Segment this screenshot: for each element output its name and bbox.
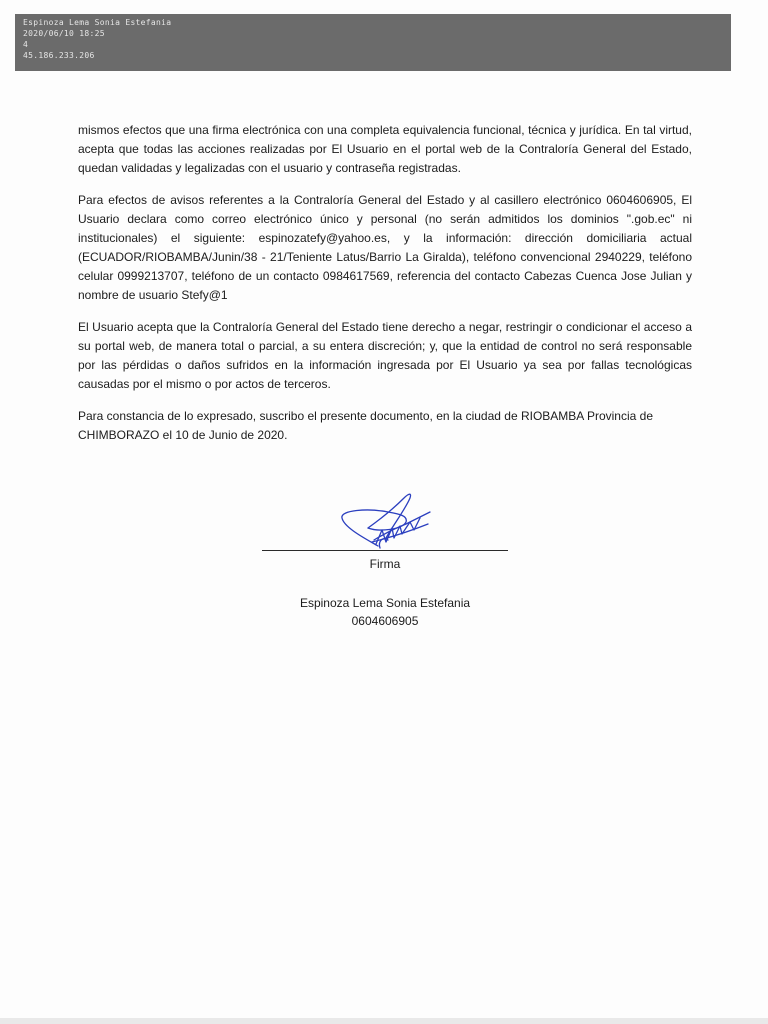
signature-label: Firma (369, 557, 401, 571)
page-bottom-edge (0, 1018, 768, 1024)
handwritten-signature (338, 488, 438, 550)
paragraph-validity: mismos efectos que una firma electrónica con una completa equivalencia funcional, técnica y jurídica. En tal virtud, acepta que todas las acciones realizadas por El Usuario en el portal web de la Contraloría General del Estado, quedan validadas y legalizadas con el usuario y contraseña registradas. (78, 123, 692, 175)
paragraph-notifications: Para efectos de avisos referentes a la Contraloría General del Estado y al casillero electrónico 0604606905, El Usuario declara como correo electrónico único y personal (no serán admitidos los dominios ".gob.ec" ni institucionales) el siguiente: espinozatefy@yahoo.es, y la información: dirección domiciliaria actual (ECUADOR/RIOBAMBA/Junin/38 - 21/Teniente Latus/Barrio La Giralda), teléfono convencional 2940229, teléfono celular 0999213707, teléfono de un contacto 0984617569, referencia del contacto Cabezas Cuenca Jose Julian y nombre de usuario Stefy@1 (78, 193, 692, 302)
stamp-name: Espinoza Lema Sonia Estefania (23, 18, 172, 27)
paragraph-access-rights: El Usuario acepta que la Contraloría General del Estado tiene derecho a negar, restringir o condicionar el acceso a su portal web, de manera total o parcial, a su entera discreción; y, que la entidad de control no será responsable por las pérdidas o daños sufridos en la información ingresada por El Usuario ya sea por fallas tecnológicas causadas por el mismo o por actos de terceros. (78, 320, 692, 391)
stamp-datetime: 2020/06/10 18:25 (23, 29, 105, 38)
stamp-ip: 45.186.233.206 (23, 51, 95, 60)
stamp-number: 4 (23, 40, 29, 49)
paragraph-closing: Para constancia de lo expresado, suscribo el presente documento, en la ciudad de RIOBAMBA Provincia de CHIMBORAZO el 10 de Junio de 2020. (78, 409, 653, 442)
signature-stamp-header (15, 14, 731, 71)
signature-line (262, 550, 508, 551)
document-body (78, 121, 692, 458)
signer-id-number: 0604606905 (351, 614, 419, 628)
signer-name: Espinoza Lema Sonia Estefania (299, 596, 471, 610)
